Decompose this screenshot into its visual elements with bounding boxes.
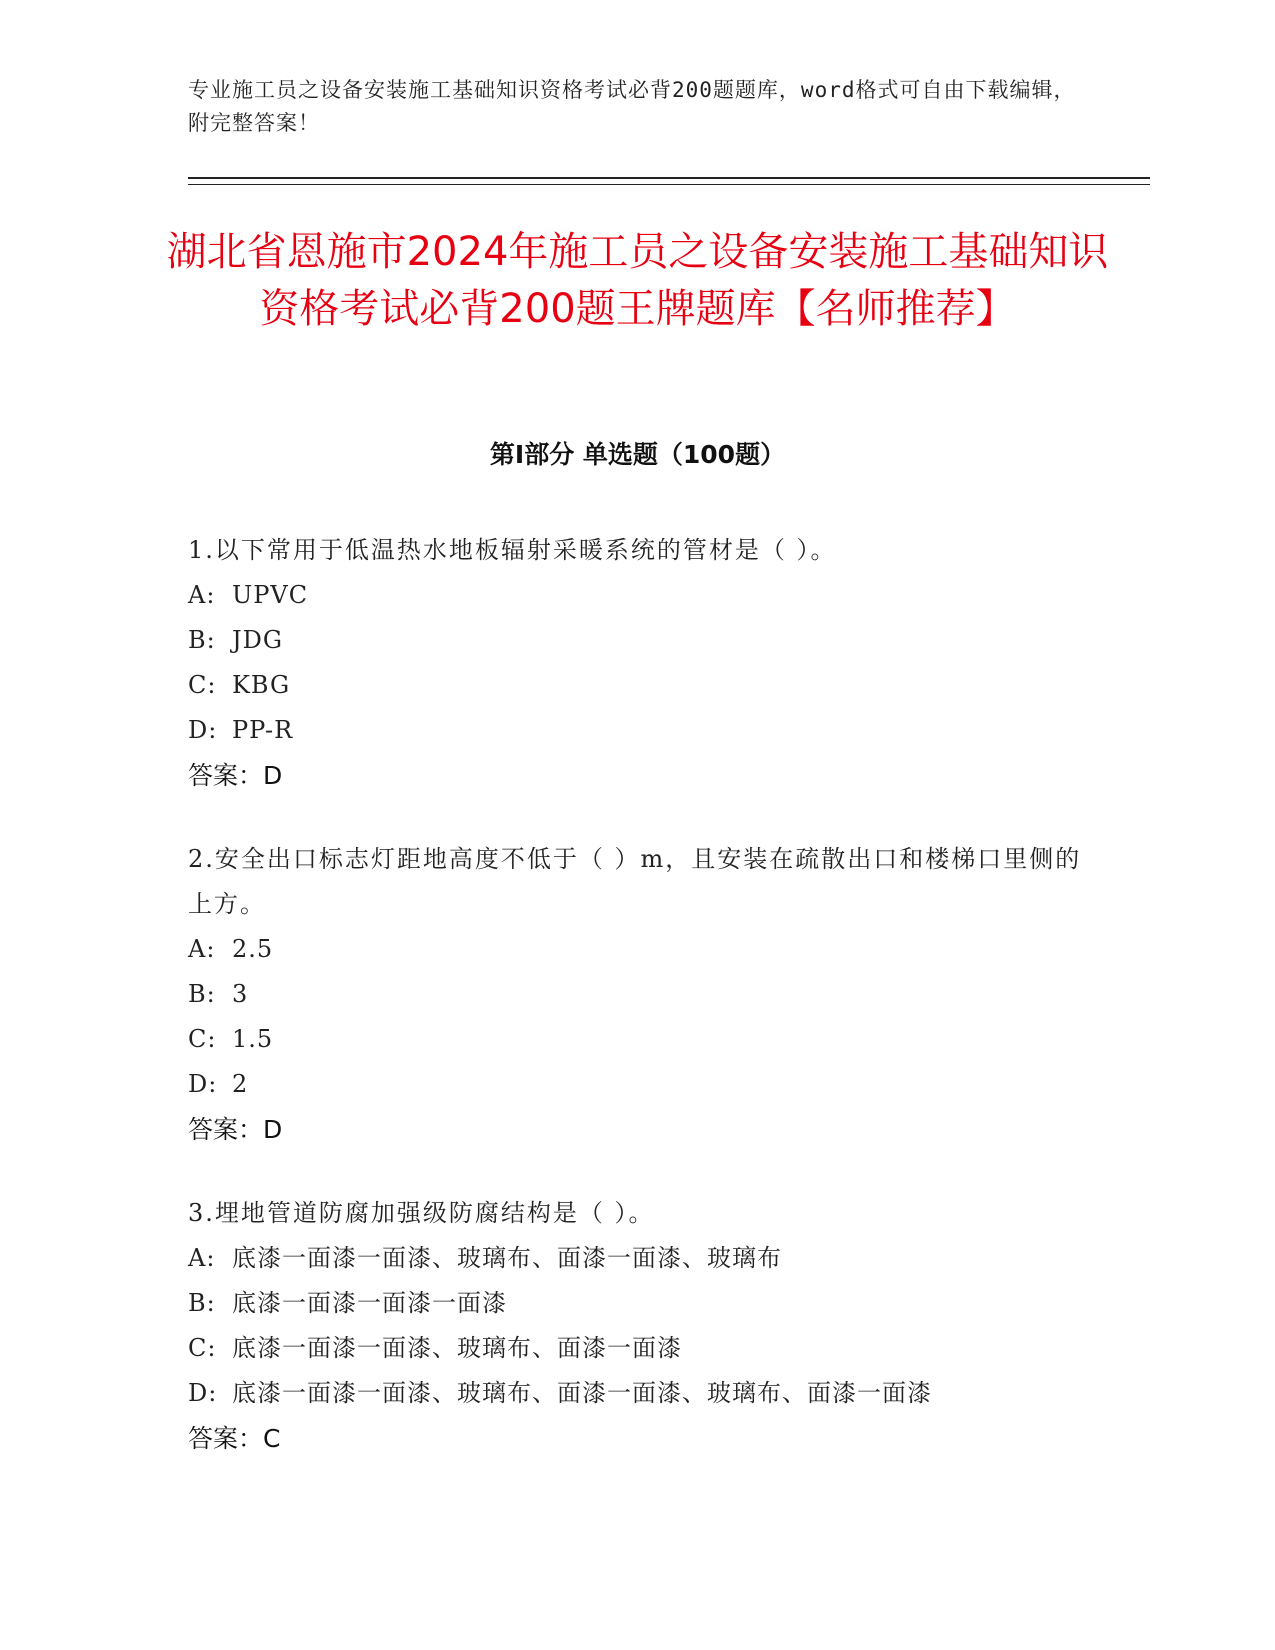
option-text: KBG — [232, 671, 291, 699]
option-c — [188, 1326, 1088, 1371]
option-text: UPVC — [232, 581, 309, 609]
option-b — [188, 1281, 1088, 1326]
option-text: PP-R — [232, 716, 294, 744]
answer: 答案：D — [188, 761, 283, 790]
option-letter: B: — [188, 980, 216, 1008]
option-letter: A: — [188, 1244, 216, 1272]
option-text: 2 — [232, 1070, 249, 1098]
option-letter: D: — [188, 716, 218, 744]
header-rule-thick — [188, 177, 1150, 179]
option-text: 底漆一面漆一面漆、玻璃布、面漆一面漆、玻璃布、面漆一面漆 — [232, 1379, 932, 1407]
option-text: 3 — [232, 980, 249, 1008]
option-b — [188, 972, 1088, 1017]
question-stem: 3.埋地管道防腐加强级防腐结构是（ ）。 — [188, 1199, 655, 1227]
option-c — [188, 1017, 1088, 1062]
option-text: JDG — [232, 626, 284, 654]
option-a — [188, 927, 1088, 972]
option-letter: D: — [188, 1379, 218, 1407]
question-stem: 1.以下常用于低温热水地板辐射采暖系统的管材是（ ）。 — [188, 536, 837, 564]
option-letter: C: — [188, 1334, 217, 1362]
header-rule-thin — [188, 184, 1150, 185]
option-d — [188, 1371, 1088, 1416]
option-letter: B: — [188, 626, 216, 654]
option-text: 2.5 — [232, 935, 274, 963]
document-title: 湖北省恩施市2024年施工员之设备安装施工基础知识资格考试必背200题王牌题库【名师推荐】 — [166, 229, 1109, 332]
option-letter: A: — [188, 581, 216, 609]
question-stem: 2.安全出口标志灯距地高度不低于（ ）m，且安装在疏散出口和楼梯口里侧的上方。 — [188, 845, 1082, 918]
option-letter: A: — [188, 935, 216, 963]
option-d — [188, 1062, 1088, 1107]
option-text: 底漆一面漆一面漆、玻璃布、面漆一面漆、玻璃布 — [232, 1244, 782, 1272]
option-letter: C: — [188, 1025, 217, 1053]
section-title: 第I部分 单选题（100题） — [489, 440, 786, 469]
option-c — [188, 663, 1088, 708]
option-text: 底漆一面漆一面漆一面漆 — [232, 1289, 507, 1317]
answer: 答案：C — [188, 1424, 281, 1453]
question-1 — [188, 528, 1088, 798]
option-b — [188, 618, 1088, 663]
header-note: 专业施工员之设备安装施工基础知识资格考试必背200题题库，word格式可自由下载编辑，附完整答案！ — [188, 78, 1076, 135]
option-letter: C: — [188, 671, 217, 699]
question-3 — [188, 1191, 1088, 1461]
question-2 — [188, 837, 1088, 1152]
option-letter: D: — [188, 1070, 218, 1098]
option-text: 底漆一面漆一面漆、玻璃布、面漆一面漆 — [232, 1334, 682, 1362]
answer: 答案：D — [188, 1115, 283, 1144]
option-text: 1.5 — [232, 1025, 274, 1053]
option-a — [188, 1236, 1088, 1281]
option-a — [188, 573, 1088, 618]
option-d — [188, 708, 1088, 753]
option-letter: B: — [188, 1289, 216, 1317]
question-list — [188, 528, 1088, 1500]
